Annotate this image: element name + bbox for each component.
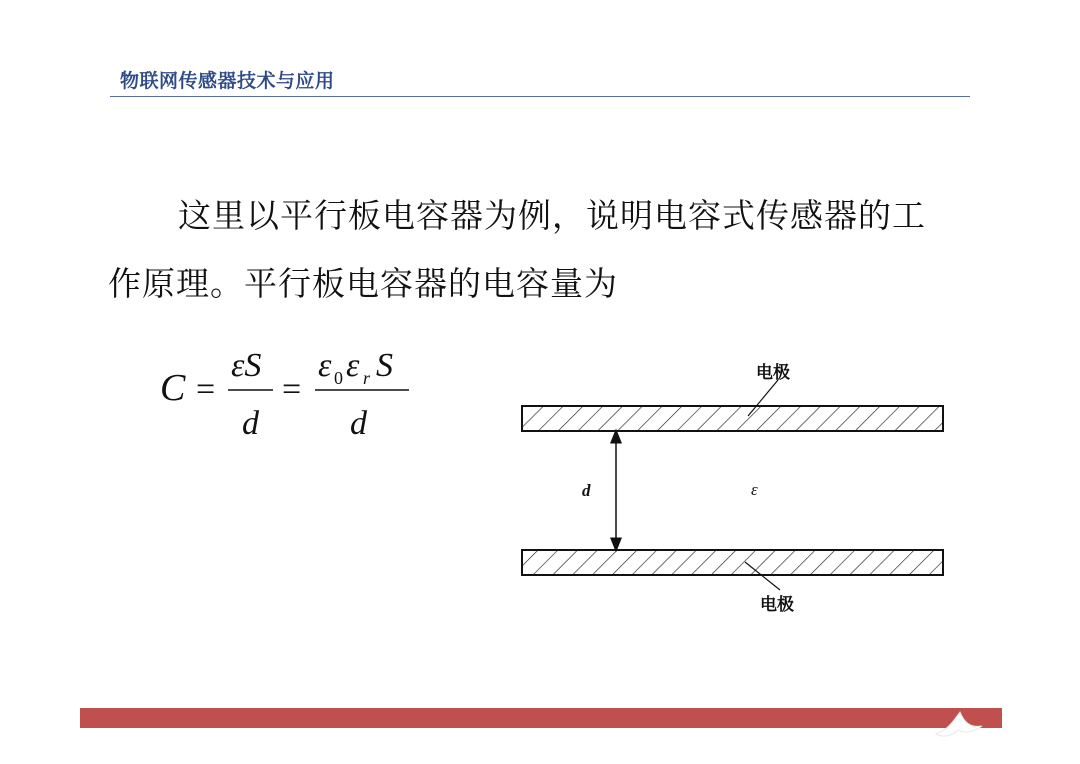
formula-frac2-eps0: ε [318, 347, 332, 384]
dielectric-label: ε [751, 480, 758, 499]
gap-label: d [582, 481, 591, 500]
capacitance-formula [158, 338, 438, 448]
formula-frac2-S: S [376, 347, 393, 384]
footer-bar [80, 708, 1002, 728]
top-electrode [522, 406, 943, 431]
formula-frac2-sub0: 0 [334, 368, 343, 388]
top-electrode-label: 电极 [756, 363, 790, 383]
formula-equals-2: = [282, 371, 302, 408]
formula-equals-1: = [196, 371, 216, 408]
body-paragraph [108, 182, 988, 318]
formula-lhs: C [160, 367, 186, 409]
formula-frac1-denominator: d [242, 405, 259, 442]
body-line-1: 这里以平行板电容器为例，说明电容式传感器的工 [178, 196, 926, 235]
bottom-electrode-label: 电极 [760, 595, 794, 615]
formula-frac1-numerator: εS [231, 347, 262, 384]
parallel-plate-diagram [500, 350, 960, 620]
formula-frac2-subr: r [363, 368, 371, 388]
body-line-2: 作原理。平行板电容器的电容量为 [108, 264, 618, 303]
footer-logo-icon [930, 700, 1002, 740]
header-divider [110, 96, 970, 97]
formula-frac2-denominator: d [350, 405, 367, 442]
header-title: 物联网传感器技术与应用 [120, 70, 335, 92]
bottom-electrode [522, 550, 943, 575]
formula-frac2-epsr: ε [346, 347, 360, 384]
